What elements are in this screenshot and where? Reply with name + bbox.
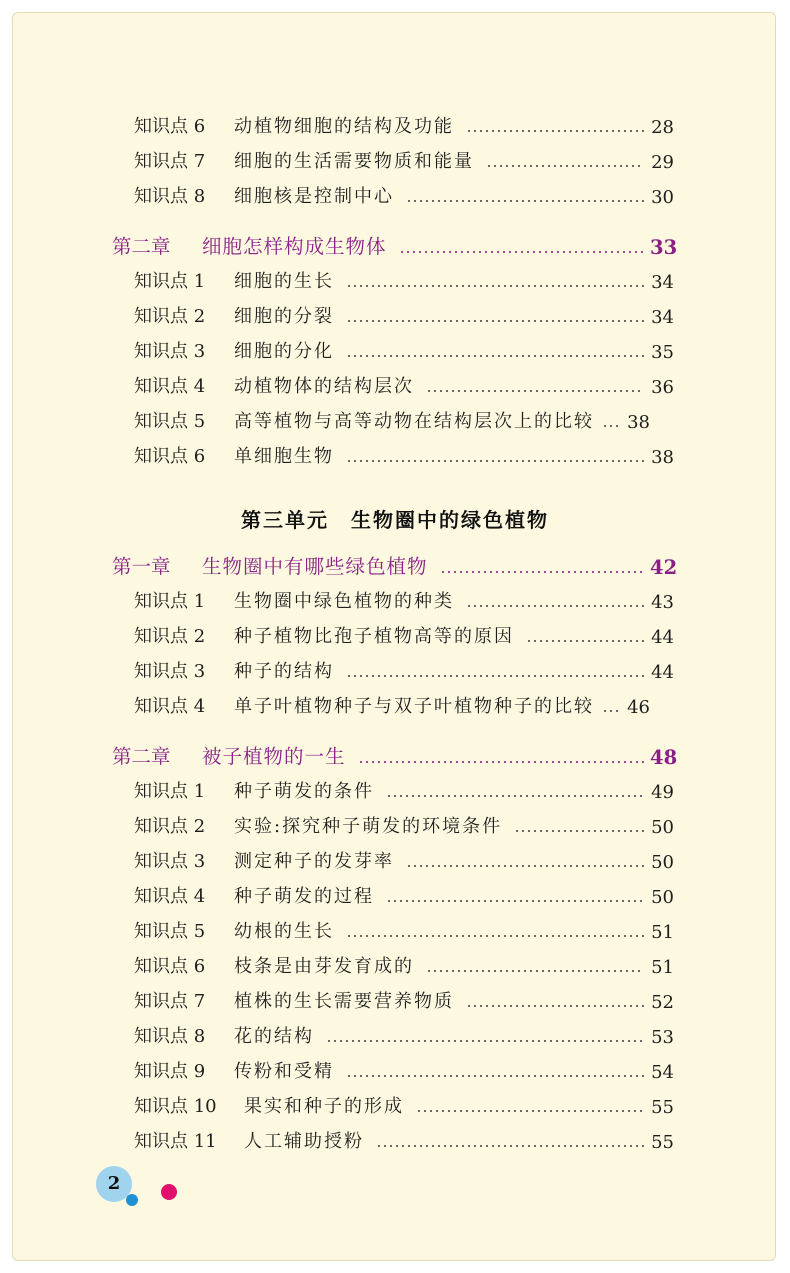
entry-number: 知识点 1	[134, 781, 206, 802]
dot-leader	[426, 390, 644, 392]
entry-title: 人工辅助授粉	[244, 1131, 364, 1152]
entry-page: 38	[651, 447, 674, 468]
entry-title: 细胞的生长	[234, 271, 334, 292]
entry-title: 实验:探究种子萌发的环境条件	[234, 816, 503, 837]
entry-title: 种子萌发的条件	[234, 781, 374, 802]
dot-leader	[416, 1110, 644, 1112]
dot-leader	[406, 200, 644, 202]
chapter-title: 生物圈中有哪些绿色植物	[202, 555, 428, 578]
unit-title: 第三单元 生物圈中的绿色植物	[241, 508, 549, 532]
dot-leader	[526, 640, 644, 642]
toc-entry[interactable]	[134, 372, 674, 398]
dot-leader	[346, 460, 644, 462]
toc-entry[interactable]	[134, 182, 674, 208]
chapter-page: 42	[650, 556, 678, 579]
toc-entry[interactable]	[134, 1057, 674, 1083]
entry-page: 54	[651, 1062, 674, 1083]
entry-title: 花的结构	[234, 1026, 314, 1047]
page-number-badge: 2	[96, 1166, 132, 1202]
entry-page: 43	[651, 592, 674, 613]
entry-number: 知识点 4	[134, 886, 206, 907]
entry-number: 知识点 8	[134, 186, 206, 207]
dot-leader	[602, 710, 620, 712]
toc-entry[interactable]	[134, 622, 674, 648]
dot-leader	[346, 285, 644, 287]
toc-entry[interactable]	[134, 337, 674, 363]
dot-leader	[346, 355, 644, 357]
entry-title: 单细胞生物	[234, 446, 334, 467]
entry-title: 种子植物比孢子植物高等的原因	[234, 626, 514, 647]
entry-page: 36	[651, 377, 674, 398]
entry-title: 种子的结构	[234, 661, 334, 682]
toc-entry[interactable]	[134, 267, 674, 293]
chapter-page: 48	[650, 746, 678, 769]
entry-number: 知识点 3	[134, 661, 206, 682]
entry-number: 知识点 1	[134, 271, 206, 292]
toc-entry[interactable]	[134, 442, 674, 468]
entry-title: 传粉和受精	[234, 1061, 334, 1082]
entry-page: 55	[651, 1097, 674, 1118]
toc-entry[interactable]	[134, 1127, 674, 1153]
dot-leader	[399, 251, 644, 253]
entry-number: 知识点 3	[134, 341, 206, 362]
toc-entry[interactable]	[134, 302, 674, 328]
dot-leader	[466, 605, 644, 607]
dot-leader	[440, 571, 644, 573]
decorative-blue-dot	[126, 1194, 138, 1206]
entry-number: 知识点 3	[134, 851, 206, 872]
toc-entry[interactable]	[134, 407, 674, 433]
toc-entry[interactable]	[134, 952, 674, 978]
entry-page: 44	[651, 627, 674, 648]
dot-leader	[426, 970, 644, 972]
entry-number: 知识点 7	[134, 151, 206, 172]
dot-leader	[386, 900, 644, 902]
entry-title: 动植物细胞的结构及功能	[234, 116, 454, 137]
entry-number: 知识点 4	[134, 696, 206, 717]
entry-page: 35	[651, 342, 674, 363]
entry-page: 28	[651, 117, 674, 138]
dot-leader	[466, 1005, 644, 1007]
entry-number: 知识点 5	[134, 921, 206, 942]
toc-entry[interactable]	[134, 917, 674, 943]
entry-number: 知识点 2	[134, 626, 206, 647]
entry-number: 知识点 11	[134, 1131, 217, 1152]
chapter-heading[interactable]	[112, 551, 678, 579]
dot-leader	[326, 1040, 644, 1042]
entry-page: 53	[651, 1027, 674, 1048]
entry-number: 知识点 5	[134, 411, 206, 432]
entry-title: 测定种子的发芽率	[234, 851, 394, 872]
chapter-number: 第二章	[112, 235, 171, 258]
dot-leader	[346, 935, 644, 937]
dot-leader	[386, 795, 644, 797]
toc-entry[interactable]	[134, 812, 674, 838]
entry-title: 细胞的生活需要物质和能量	[234, 151, 474, 172]
toc-entry[interactable]	[134, 692, 674, 718]
entry-title: 细胞的分裂	[234, 306, 334, 327]
entry-number: 知识点 6	[134, 116, 206, 137]
dot-leader	[376, 1145, 644, 1147]
dot-leader	[346, 320, 644, 322]
toc-entry[interactable]	[134, 112, 674, 138]
dot-leader	[358, 761, 644, 763]
entry-page: 52	[651, 992, 674, 1013]
dot-leader	[602, 425, 620, 427]
entry-number: 知识点 2	[134, 306, 206, 327]
entry-page: 50	[651, 852, 674, 873]
dot-leader	[346, 675, 644, 677]
chapter-title: 细胞怎样构成生物体	[202, 235, 387, 258]
entry-number: 知识点 8	[134, 1026, 206, 1047]
entry-title: 生物圈中绿色植物的种类	[234, 591, 454, 612]
entry-number: 知识点 10	[134, 1096, 217, 1117]
entry-page: 38	[627, 412, 650, 433]
entry-title: 种子萌发的过程	[234, 886, 374, 907]
entry-title: 高等植物与高等动物在结构层次上的比较	[234, 411, 594, 432]
toc-entry[interactable]	[134, 657, 674, 683]
toc-entry[interactable]	[134, 1022, 674, 1048]
chapter-number: 第一章	[112, 555, 171, 578]
toc-entry[interactable]	[134, 777, 674, 803]
dot-leader	[486, 165, 644, 167]
toc-entry[interactable]	[134, 1092, 674, 1118]
entry-title: 果实和种子的形成	[244, 1096, 404, 1117]
decorative-pink-dot	[161, 1184, 177, 1200]
chapter-number: 第二章	[112, 745, 171, 768]
entry-page: 49	[651, 782, 674, 803]
toc-entry[interactable]	[134, 147, 674, 173]
entry-number: 知识点 1	[134, 591, 206, 612]
chapter-heading[interactable]	[112, 741, 678, 769]
entry-number: 知识点 2	[134, 816, 206, 837]
entry-title: 动植物体的结构层次	[234, 376, 414, 397]
toc-entry[interactable]	[134, 882, 674, 908]
entry-title: 植株的生长需要营养物质	[234, 991, 454, 1012]
entry-title: 枝条是由芽发育成的	[234, 956, 414, 977]
entry-page: 51	[651, 957, 674, 978]
dot-leader	[406, 865, 644, 867]
entry-title: 幼根的生长	[234, 921, 334, 942]
entry-page: 55	[651, 1132, 674, 1153]
toc-entry[interactable]	[134, 987, 674, 1013]
chapter-heading[interactable]	[112, 231, 678, 259]
entry-page: 44	[651, 662, 674, 683]
chapter-page: 33	[650, 236, 678, 259]
entry-title: 细胞核是控制中心	[234, 186, 394, 207]
entry-number: 知识点 6	[134, 446, 206, 467]
dot-leader	[514, 830, 644, 832]
entry-page: 30	[651, 187, 674, 208]
entry-page: 51	[651, 922, 674, 943]
entry-number: 知识点 6	[134, 956, 206, 977]
entry-number: 知识点 4	[134, 376, 206, 397]
entry-page: 29	[651, 152, 674, 173]
entry-page: 50	[651, 817, 674, 838]
entry-title: 单子叶植物种子与双子叶植物种子的比较	[234, 696, 594, 717]
entry-page: 46	[627, 697, 650, 718]
entry-page: 34	[651, 307, 674, 328]
chapter-title: 被子植物的一生	[202, 745, 346, 768]
toc-entry[interactable]	[134, 587, 674, 613]
toc-entry[interactable]	[134, 847, 674, 873]
dot-leader	[466, 130, 644, 132]
entry-page: 50	[651, 887, 674, 908]
entry-number: 知识点 9	[134, 1061, 206, 1082]
dot-leader	[346, 1075, 644, 1077]
entry-title: 细胞的分化	[234, 341, 334, 362]
entry-number: 知识点 7	[134, 991, 206, 1012]
entry-page: 34	[651, 272, 674, 293]
